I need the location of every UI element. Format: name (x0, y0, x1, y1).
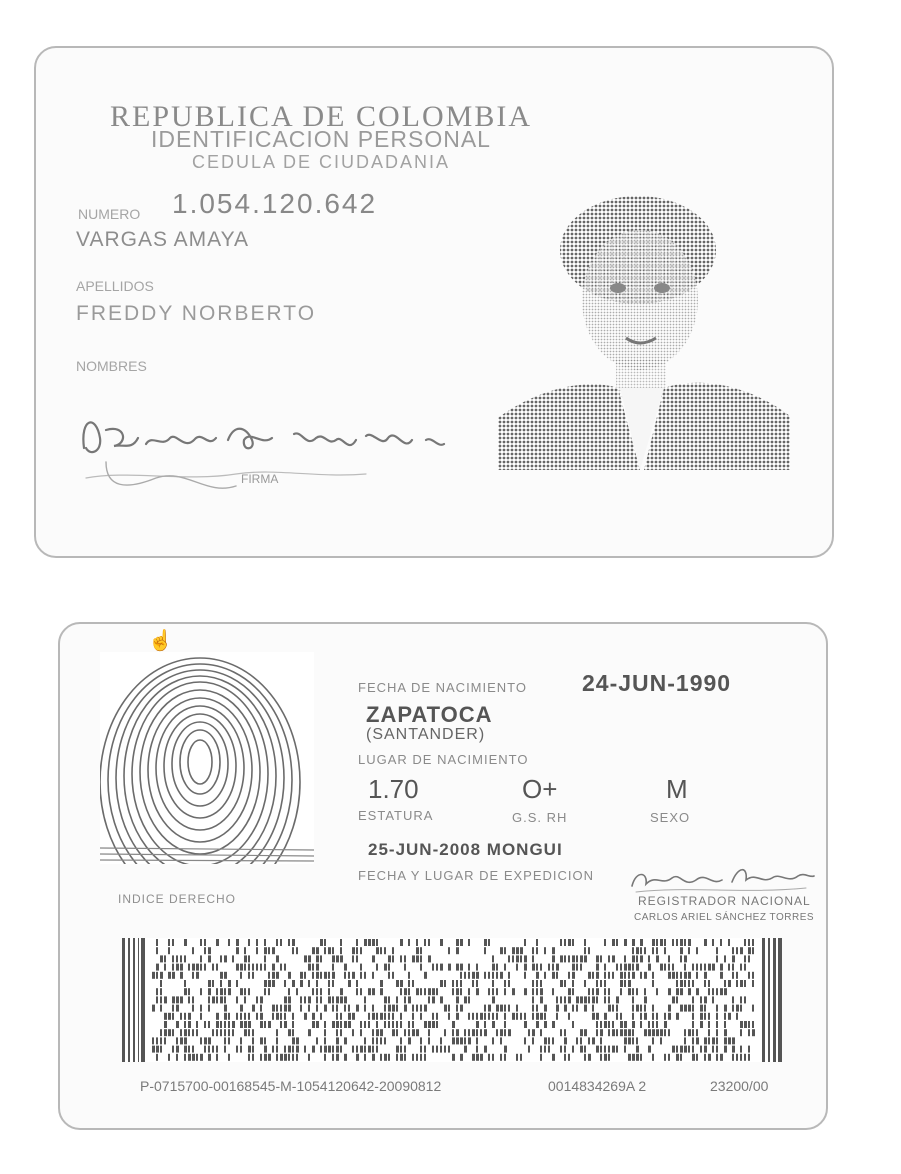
signature-label: FIRMA (241, 472, 279, 486)
surname: VARGAS AMAYA (76, 228, 250, 251)
birth-department: (SANTANDER) (366, 726, 486, 743)
birth-date-label: FECHA DE NACIMIENTO (358, 680, 528, 695)
birth-place-label: LUGAR DE NACIMIENTO (358, 752, 529, 767)
surname-label: APELLIDOS (76, 278, 154, 294)
sex-label: SEXO (650, 810, 691, 825)
id-number: 1.054.120.642 (172, 188, 378, 219)
given-names: FREDDY NORBERTO (76, 302, 317, 325)
blood-type-value: O+ (522, 774, 558, 804)
country-header: REPUBLICA DE COLOMBIA (109, 100, 533, 133)
birth-date: 24-JUN-1990 (582, 670, 732, 696)
id-card-back (58, 622, 828, 1130)
registrar-name: CARLOS ARIEL SÁNCHEZ TORRES (634, 912, 815, 923)
height-label: ESTATURA (358, 808, 434, 823)
machine-code-1: P-0715700-00168545-M-1054120642-20090812 (140, 1078, 442, 1094)
pdf417-barcode (122, 938, 782, 1062)
id-card-front (34, 46, 834, 558)
machine-code-3: 23200/00 (710, 1078, 769, 1094)
issue-date-place: 25-JUN-2008 MONGUI (368, 840, 563, 859)
given-names-label: NOMBRES (76, 358, 147, 374)
hand-cursor-icon: ☝ (148, 630, 173, 652)
fingerprint-image (100, 652, 314, 864)
blood-type-label: G.S. RH (512, 810, 568, 825)
document-type-header: IDENTIFICACION PERSONAL (151, 126, 491, 152)
birth-city: ZAPATOCA (366, 702, 493, 727)
machine-code-2: 0014834269A 2 (548, 1078, 647, 1094)
holder-photo (498, 188, 790, 470)
issue-date-place-label: FECHA Y LUGAR DE EXPEDICION (358, 868, 595, 883)
height-value: 1.70 (368, 774, 419, 804)
sex-value: M (666, 774, 688, 804)
document-subtitle: CEDULA DE CIUDADANIA (191, 152, 451, 172)
right-index-label: INDICE DERECHO (118, 892, 237, 906)
registrar-signature (626, 850, 816, 900)
numero-label: NUMERO (78, 206, 141, 222)
registrar-title: REGISTRADOR NACIONAL (638, 894, 811, 908)
